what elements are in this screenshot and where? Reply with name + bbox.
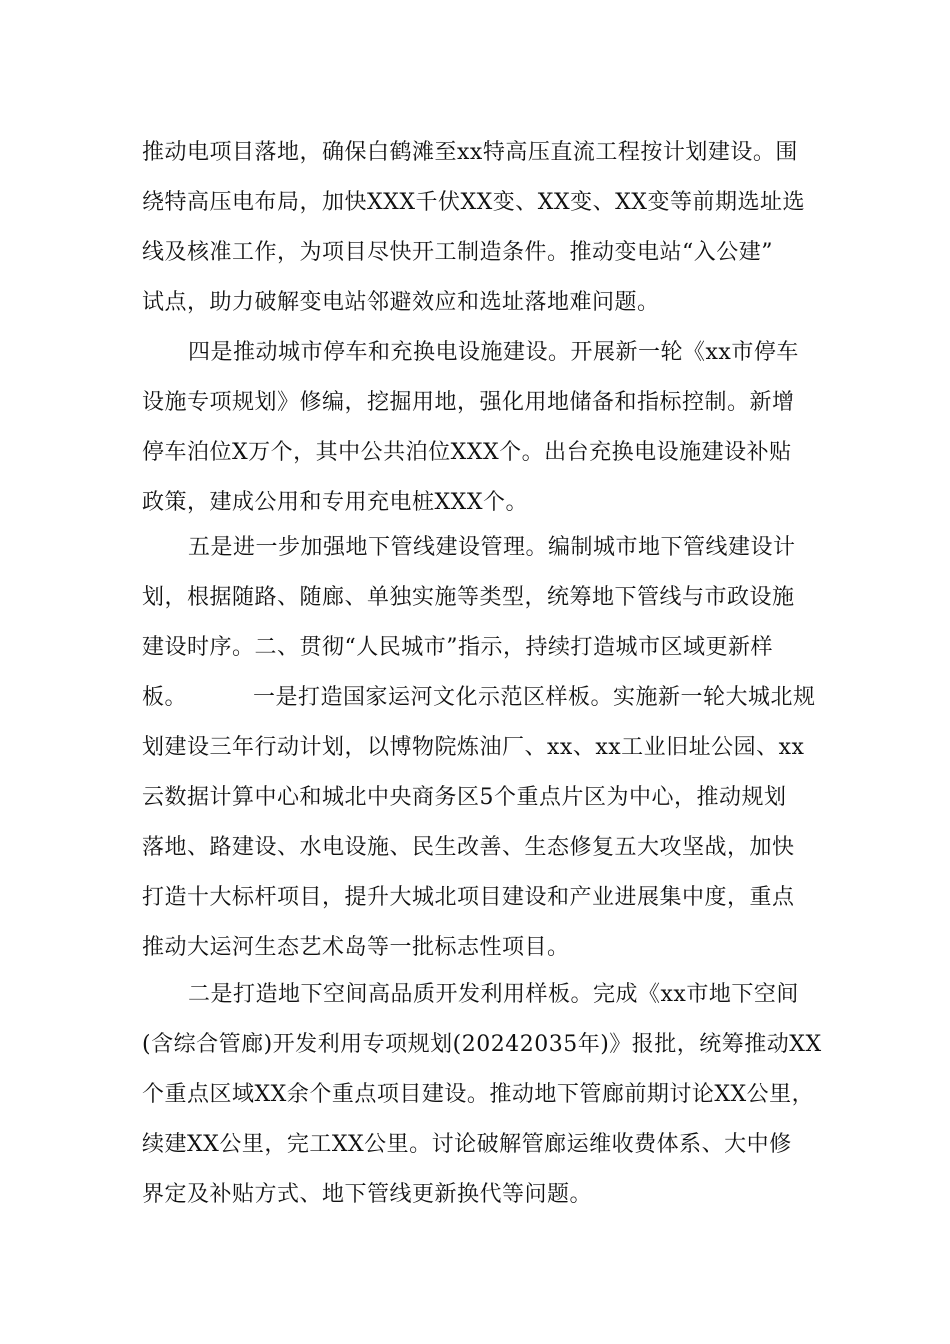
text-line: 线及核准工作，为项目尽快开工制造条件。推动变电站“入公建”: [142, 240, 773, 265]
text-line: 续建XX公里，完工XX公里。讨论破解管廊运维收费体系、大中修: [142, 1132, 792, 1157]
text-line: 云数据计算中心和城北中央商务区5个重点片区为中心，推动规划: [142, 785, 787, 810]
text-line: 绕特高压电布局，加快XXX千伏XX变、XX变、XX变等前期选址选: [142, 190, 805, 215]
text-line: 落地、路建设、水电设施、民生改善、生态修复五大攻坚战，加快: [142, 835, 795, 860]
text-line: 推动大运河生态艺术岛等一批标志性项目。: [142, 935, 570, 960]
paragraph-power-projects: [142, 128, 812, 328]
paragraph-underground-pipelines: [142, 523, 816, 973]
text-line: [142, 673, 816, 723]
text-line: 打造十大标杆项目，提升大城北项目建设和产业进展集中度，重点: [142, 885, 795, 910]
text-line: 划建设三年行动计划，以博物院炼油厂、xx、xx工业旧址公园、xx: [142, 735, 805, 760]
text-line: 推动电项目落地，确保白鹤滩至xx特高压直流工程按计划建设。围: [142, 140, 798, 165]
paragraph-underground-space: [142, 970, 822, 1220]
text-line: 设施专项规划》修编，挖掘用地，强化用地储备和指标控制。新增: [142, 390, 795, 415]
text-fragment: 板。: [142, 685, 188, 710]
text-fragment: 一是打造国家运河文化示范区样板。实施新一轮大城北规: [253, 685, 816, 710]
text-line: (含综合管廊)开发利用专项规划(20242035年)》报批，统筹推动XX: [142, 1032, 822, 1057]
text-line: 个重点区域XX余个重点项目建设。推动地下管廊前期讨论XX公里，: [142, 1082, 815, 1107]
paragraph-parking-charging: [142, 328, 812, 528]
text-line: 建设时序。二、贯彻“人民城市”指示，持续打造城市区域更新样: [142, 635, 773, 660]
text-line: 试点，助力破解变电站邻避效应和选址落地难问题。: [142, 290, 660, 315]
text-line: 政策，建成公用和专用充电桩XXX个。: [142, 490, 528, 515]
text-line: 划，根据随路、随廊、单独实施等类型，统筹地下管线与市政设施: [142, 585, 795, 610]
text-line: 界定及补贴方式、地下管线更新换代等问题。: [142, 1182, 593, 1207]
text-line: 四是推动城市停车和充换电设施建设。开展新一轮《xx市停车: [188, 340, 799, 365]
text-line: 二是打造地下空间高品质开发利用样板。完成《xx市地下空间: [188, 982, 799, 1007]
text-line: 停车泊位X万个，其中公共泊位XXX个。出台充换电设施建设补贴: [142, 440, 792, 465]
text-line: 五是进一步加强地下管线建设管理。编制城市地下管线建设计: [188, 535, 796, 560]
